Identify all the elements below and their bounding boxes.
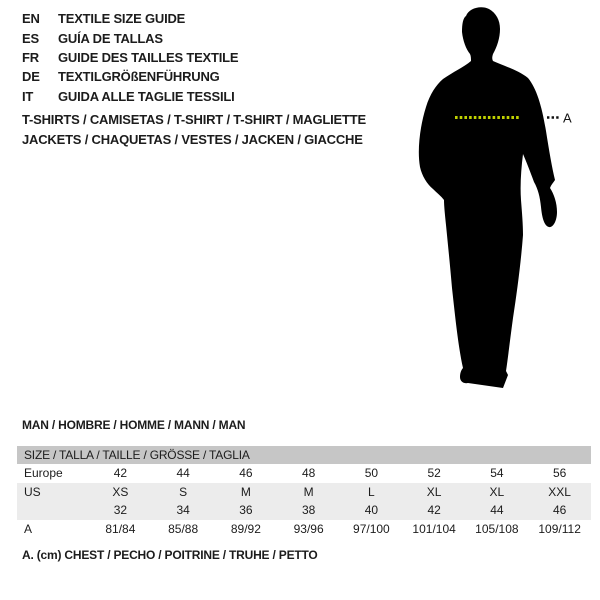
table-cell: 42 <box>427 503 441 518</box>
table-cell: 101/104 <box>412 521 456 536</box>
table-cell: 34 <box>176 503 190 518</box>
language-code: FR <box>22 49 39 65</box>
table-cell: 38 <box>301 503 316 518</box>
table-row-us-numeric <box>17 501 591 520</box>
table-cell: 46 <box>552 503 567 518</box>
table-cell: 81/84 <box>105 521 136 536</box>
language-row-it <box>22 87 238 106</box>
table-cell: 36 <box>239 503 253 518</box>
language-label: GUIDA ALLE TAGLIE TESSILI <box>58 88 235 104</box>
row-label: US <box>24 484 41 499</box>
man-silhouette <box>419 7 557 388</box>
table-cell: 32 <box>113 503 128 518</box>
language-list <box>22 9 238 106</box>
table-cell: 48 <box>301 466 316 481</box>
table-cell: 97/100 <box>353 521 390 536</box>
table-cell: 93/96 <box>293 521 324 536</box>
language-row-fr <box>22 48 238 67</box>
row-label: A <box>24 521 33 536</box>
table-cell: XXL <box>548 484 571 499</box>
table-cell: XS <box>112 484 129 499</box>
table-cell: 42 <box>113 466 128 481</box>
size-table <box>17 446 591 538</box>
category-lines <box>22 110 366 149</box>
language-code: DE <box>22 69 40 85</box>
table-cell: M <box>303 484 314 499</box>
measurement-label-a: A <box>563 110 572 126</box>
table-cell: 40 <box>364 503 379 518</box>
language-label: TEXTILGRÖßENFÜHRUNG <box>58 69 220 85</box>
table-cell: 44 <box>490 503 504 518</box>
table-cell: 89/92 <box>230 521 261 536</box>
table-cell: S <box>179 484 188 499</box>
table-cell: L <box>368 484 375 499</box>
table-cell: XL <box>489 484 505 499</box>
language-code: IT <box>22 88 34 104</box>
language-code: EN <box>22 11 40 27</box>
language-row-en <box>22 9 238 28</box>
table-cell: 85/88 <box>168 521 199 536</box>
table-cell: 105/108 <box>475 521 519 536</box>
table-row-chest-cm <box>17 520 591 539</box>
section-title-man: MAN / HOMBRE / HOMME / MANN / MAN <box>22 418 246 432</box>
measurement-footnote: A. (cm) CHEST / PECHO / POITRINE / TRUHE / PETTO <box>22 548 318 562</box>
row-label: Europe <box>24 466 63 481</box>
language-row-de <box>22 67 238 86</box>
table-cell: 50 <box>364 466 379 481</box>
table-cell: 54 <box>490 466 504 481</box>
language-label: GUÍA DE TALLAS <box>58 30 163 46</box>
table-row-europe <box>17 464 591 483</box>
language-code: ES <box>22 30 39 46</box>
category-line-tshirts: T-SHIRTS / CAMISETAS / T-SHIRT / T-SHIRT / MAGLIETTE <box>22 112 366 127</box>
table-cell: 109/112 <box>538 521 581 536</box>
table-cell: XL <box>426 484 442 499</box>
category-line-jackets: JACKETS / CHAQUETAS / VESTES / JACKEN / GIACCHE <box>22 131 363 147</box>
size-table-header: SIZE / TALLA / TAILLE / GRÖSSE / TAGLIA <box>17 446 591 464</box>
table-cell: 46 <box>239 466 253 481</box>
table-cell: 56 <box>552 466 567 481</box>
table-cell: 44 <box>176 466 190 481</box>
language-label: TEXTILE SIZE GUIDE <box>58 11 186 27</box>
table-cell: 52 <box>427 466 441 481</box>
table-cell: M <box>240 484 251 499</box>
man-silhouette-figure <box>400 0 600 400</box>
table-row-us-letters <box>17 483 591 502</box>
language-label: GUIDE DES TAILLES TEXTILE <box>58 49 239 65</box>
language-row-es <box>22 28 238 47</box>
